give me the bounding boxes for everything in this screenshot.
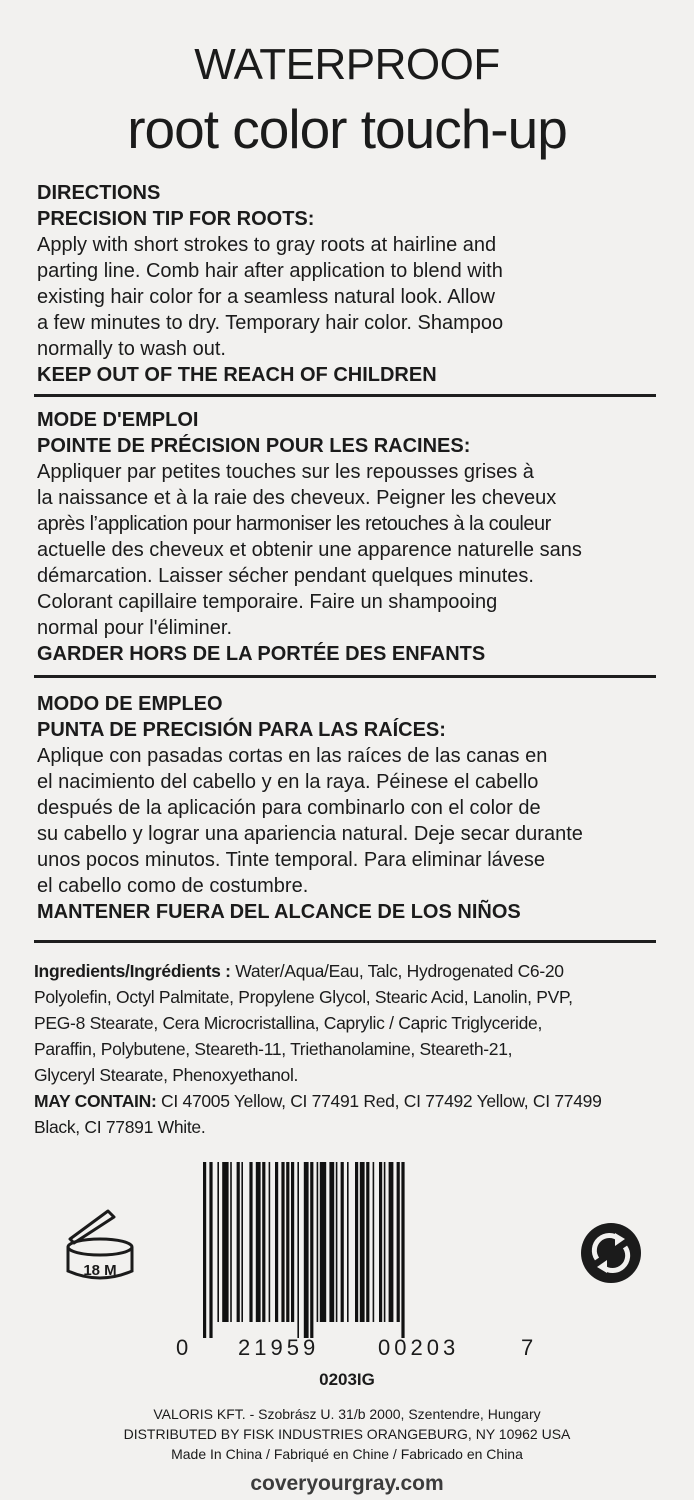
may-contain-label: MAY CONTAIN: [34,1091,157,1111]
ingredients-line: Glyceryl Stearate, Phenoxyethanol. [34,1065,299,1085]
product-title-line1: WATERPROOF [194,40,500,89]
section-subheading: PUNTA DE PRECISIÓN PARA LAS RAÍCES: [37,719,446,741]
body-line: el cabello como de costumbre. [37,875,309,897]
body-line: parting line. Comb hair after application to blend with [37,260,503,282]
body-line: unos pocos minutos. Tinte temporal. Para eliminar lávese [37,849,546,871]
barcode [203,1162,506,1338]
barcode-bar [269,1162,271,1322]
barcode-bar [203,1162,206,1338]
may-contain-line: Black, CI 77891 White. [34,1117,206,1137]
barcode-bar [297,1162,299,1338]
barcode-bar [222,1162,228,1322]
body-line: normal pour l'éliminer. [37,617,233,639]
barcode-bar [256,1162,261,1322]
barcode-digit-right: 7 [521,1335,534,1360]
body-line: Colorant capillaire temporaire. Faire un shampooing [37,591,498,613]
barcode-bar [336,1162,338,1322]
barcode-bar [281,1162,284,1322]
body-line: normally to wash out. [37,338,226,360]
footer-line: Made In China / Fabriqué en Chine / Fabricado en China [171,1446,523,1462]
product-title-line2: root color touch-up [127,98,567,160]
body-line: après l’application pour harmoniser les retouches à la couleur [37,513,551,535]
directions-english [37,180,659,388]
ingredients-line: Paraffin, Polybutene, Steareth-11, Triethanolamine, Steareth-21, [34,1039,513,1059]
body-line: su cabello y lograr una apariencia natural. Deje secar durante [37,823,583,845]
barcode-bar [373,1162,375,1322]
section-subheading: PRECISION TIP FOR ROOTS: [37,208,315,230]
body-line: Appliquer par petites touches sur les repousses grises à [37,461,534,483]
barcode-bar [379,1162,382,1322]
may-contain-text: CI 47005 Yellow, CI 77491 Red, CI 77492 Yellow, CI 77499 [156,1091,602,1111]
footer-line: VALORIS KFT. - Szobrász U. 31/b 2000, Szentendre, Hungary [153,1406,541,1422]
barcode-bar [360,1162,365,1322]
barcode-bar [237,1162,240,1322]
ingredients-line: PEG-8 Stearate, Cera Microcristallina, Caprylic / Capric Triglyceride, [34,1013,543,1033]
barcode-bar [320,1162,326,1322]
section-body [37,743,659,899]
body-line: démarcation. Laisser sécher pendant quelques minutes. [37,565,534,587]
body-line: actuelle des cheveux et obtenir une apparence naturelle sans [37,539,582,561]
may-contain-line [34,1088,664,1114]
barcode-bar [286,1162,289,1322]
barcode-bar [230,1162,232,1322]
barcode-bar [291,1162,294,1322]
barcode-bar [397,1162,400,1322]
warning-text: MANTENER FUERA DEL ALCANCE DE LOS NIÑOS [37,901,521,923]
barcode-bar [249,1162,252,1322]
barcode-bar [355,1162,358,1322]
barcode-bar [241,1162,243,1322]
barcode-digit-left: 0 [176,1335,189,1360]
divider [34,394,656,397]
section-body [37,232,659,362]
body-line: a few minutes to dry. Temporary hair color. Shampoo [37,312,504,334]
footer-line: DISTRIBUTED BY FISK INDUSTRIES ORANGEBURG, NY 10962 USA [123,1426,571,1442]
ingredients-label: Ingredients/Ingrédients : [34,961,231,981]
barcode-group2: 00203 [378,1335,460,1360]
recycle-icon [579,1221,643,1285]
barcode-bar [262,1162,265,1322]
section-body [37,459,659,641]
warning-text: KEEP OUT OF THE REACH OF CHILDREN [37,364,437,386]
pao-label: 18 M [83,1262,117,1279]
body-line: Apply with short strokes to gray roots at hairline and [37,234,497,256]
barcode-bar [341,1162,344,1322]
section-subheading: POINTE DE PRÉCISION POUR LES RACINES: [37,435,471,457]
barcode-bar [310,1162,313,1338]
body-line: Aplique con pasadas cortas en las raíces de las canas en [37,745,548,767]
body-line: el nacimiento del cabello y en la raya. Péinese el cabello [37,771,539,793]
ingredients-line [34,958,664,984]
barcode-bar [217,1162,219,1322]
ingredients-line: Polyolefin, Octyl Palmitate, Propylene Glycol, Stearic Acid, Lanolin, PVP, [34,987,573,1007]
directions-spanish [37,691,659,925]
divider [34,940,656,943]
section-heading: DIRECTIONS [37,182,161,204]
lot-code: 0203IG [319,1370,375,1389]
directions-french [37,407,659,667]
barcode-bar [304,1162,309,1338]
warning-text: GARDER HORS DE LA PORTÉE DES ENFANTS [37,643,486,665]
barcode-bar [209,1162,212,1338]
divider [34,675,656,678]
ingredients-text: Water/Aqua/Eau, Talc, Hydrogenated C6-20 [230,961,564,981]
barcode-bar [401,1162,404,1338]
section-heading: MODE D'EMPLOI [37,409,199,431]
website-link[interactable]: coveryourgray.com [250,1472,444,1495]
barcode-bar [275,1162,278,1322]
barcode-bar [384,1162,386,1322]
barcode-group1: 21959 [238,1335,320,1360]
body-line: la naissance et à la raie des cheveux. Peigner les cheveux [37,487,557,509]
section-heading: MODO DE EMPLEO [37,693,223,715]
barcode-bar [317,1162,319,1322]
barcode-bar [366,1162,369,1322]
barcode-bar [347,1162,349,1322]
barcode-bar [329,1162,334,1322]
barcode-bar [389,1162,394,1322]
ingredients-block [34,958,664,1140]
body-line: existing hair color for a seamless natural look. Allow [37,286,495,308]
body-line: después de la aplicación para combinarlo con el color de [37,797,541,819]
